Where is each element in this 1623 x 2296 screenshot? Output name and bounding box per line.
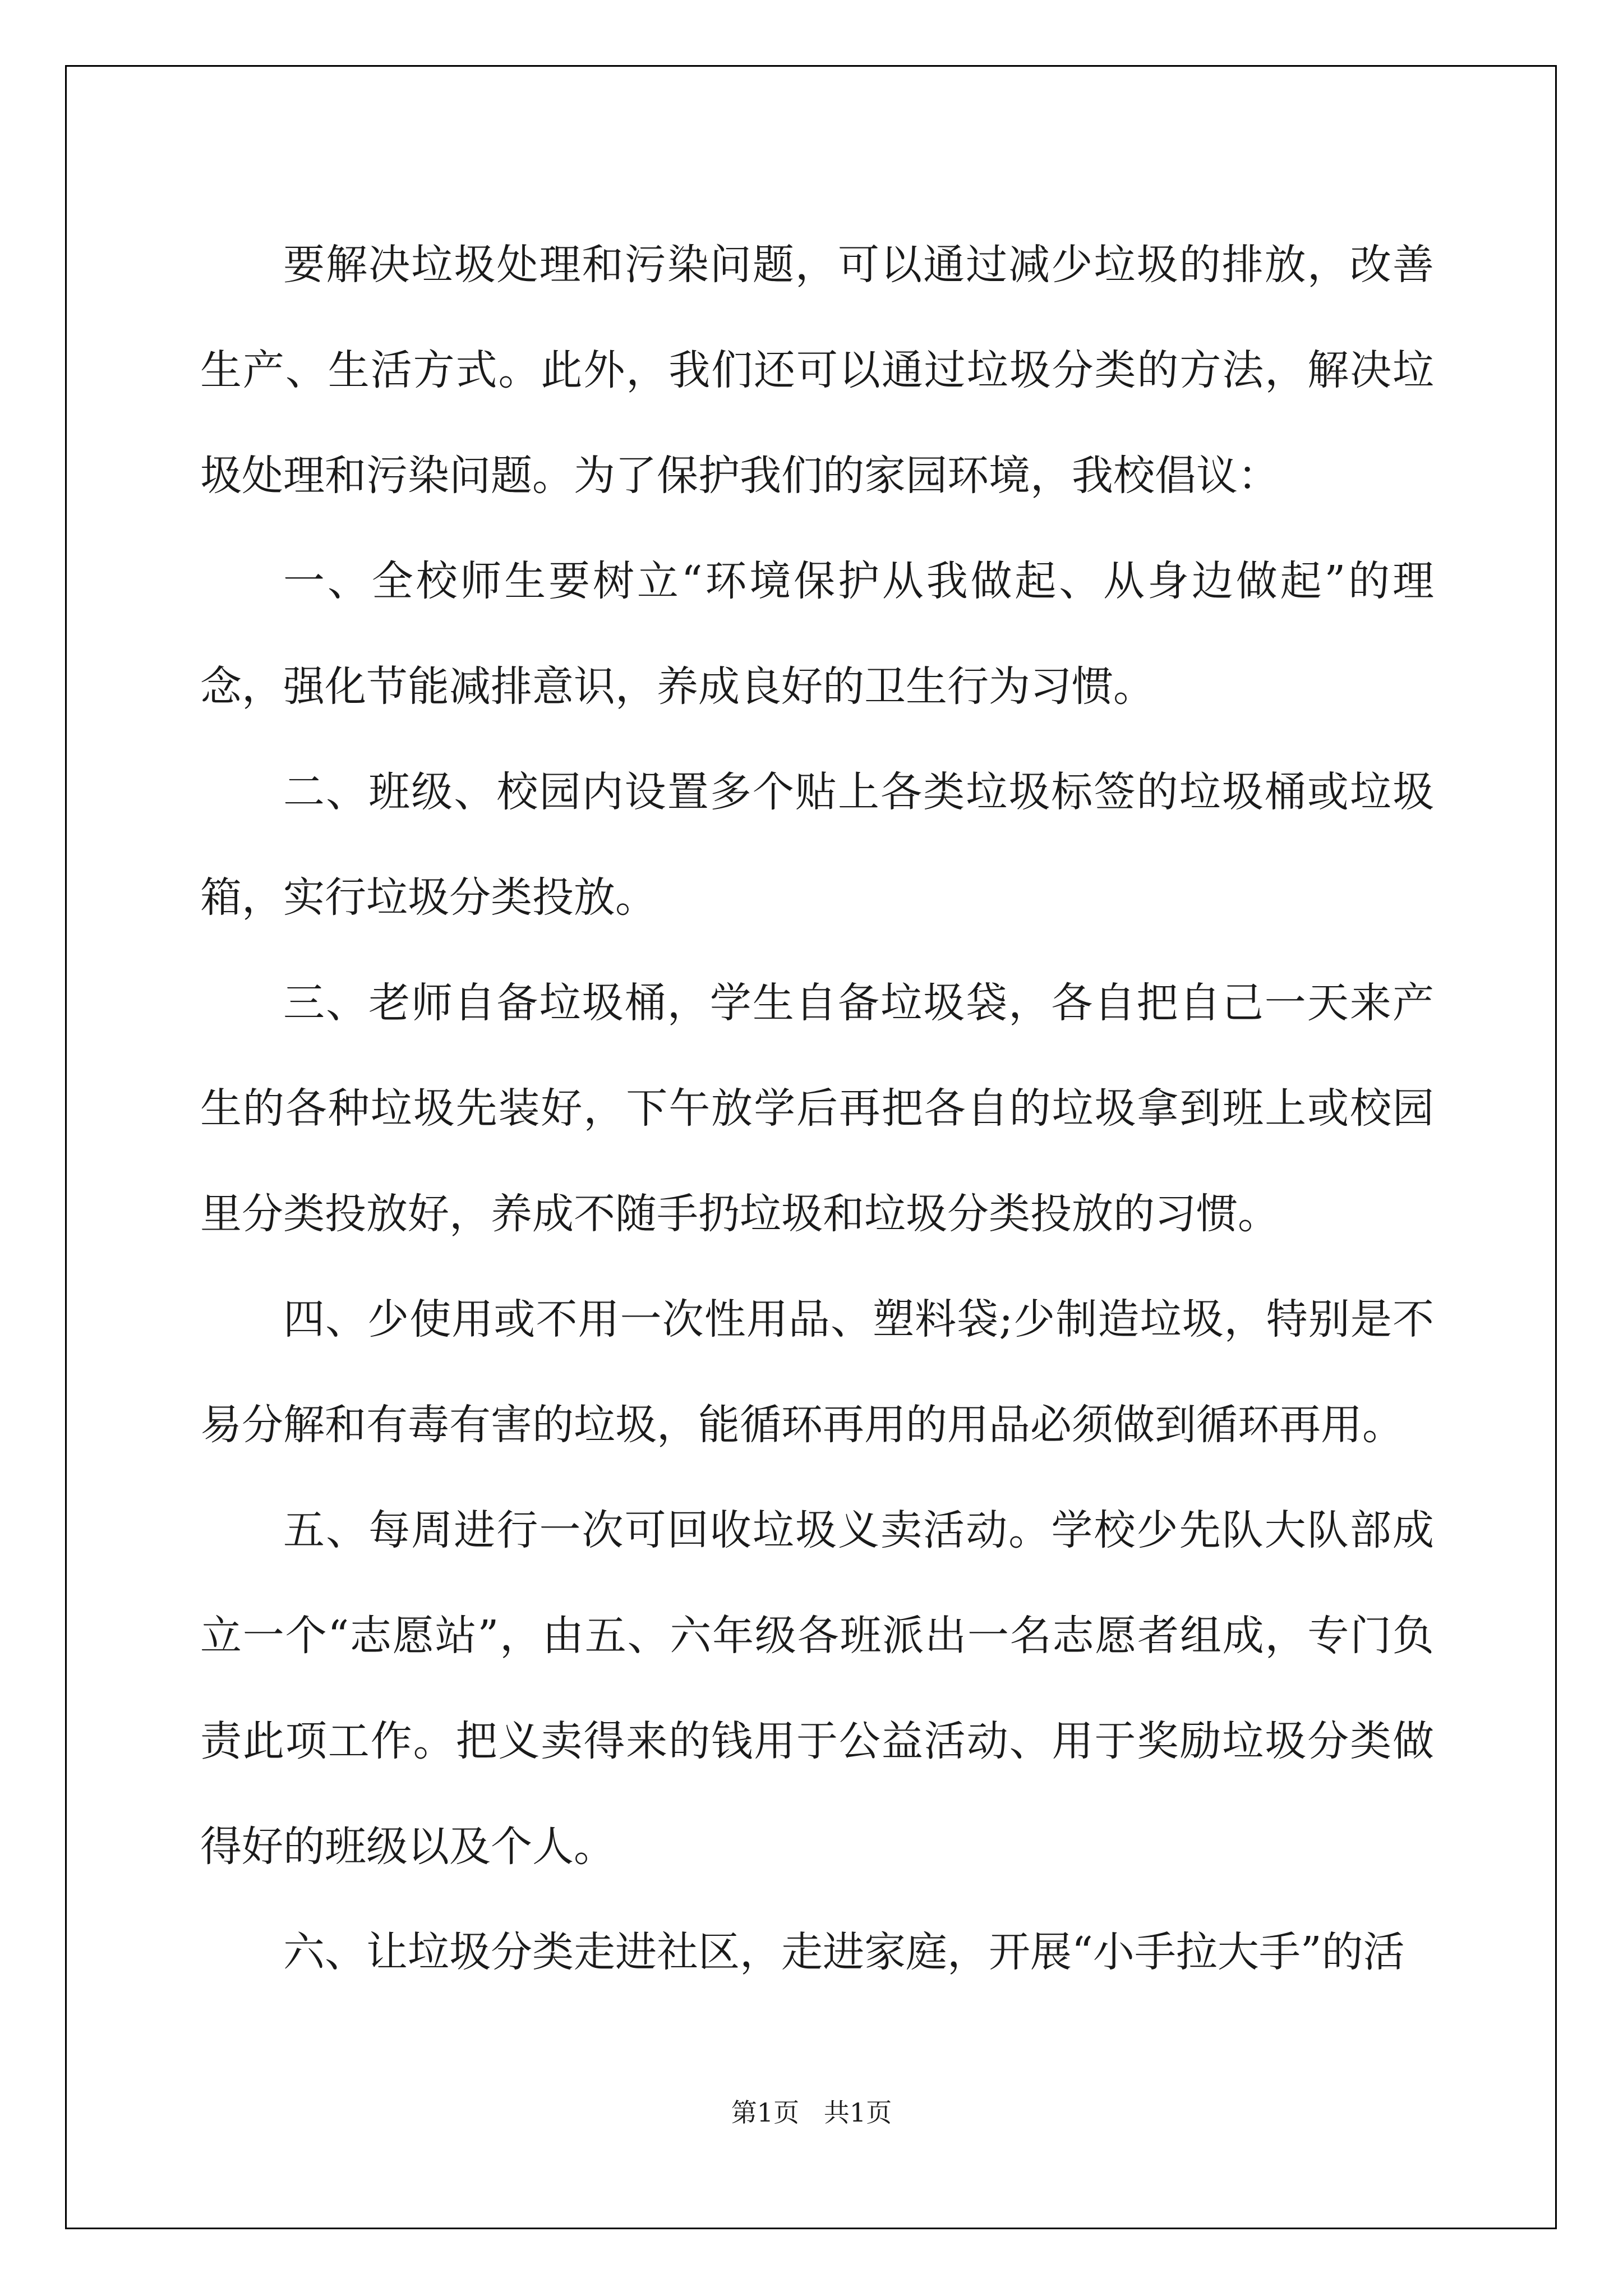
paragraph-item-2: 二、班级、校园内设置多个贴上各类垃圾标签的垃圾桶或垃圾箱，实行垃圾分类投放。 <box>200 768 1434 922</box>
page-number-footer: 第1页 共1页 <box>731 2097 892 2128</box>
paragraph-intro: 要解决垃圾处理和污染问题，可以通过减少垃圾的排放，改善生产、生活方式。此外，我们还可以通过垃圾分类的方法，解决垃圾处理和污染问题。为了保护我们的家园环境，我校倡议： <box>200 241 1434 500</box>
paragraph-item-5: 五、每周进行一次可回收垃圾义卖活动。学校少先队大队部成立一个“志愿站”，由五、六年级各班派出一名志愿者组成，专门负责此项工作。把义卖得来的钱用于公益活动、用于奖励垃圾分类做得好的班级以及个人。 <box>200 1506 1434 1871</box>
paragraph-item-1: 一、全校师生要树立“环境保护从我做起、从身边做起”的理念，强化节能减排意识，养成良好的卫生行为习惯。 <box>200 557 1434 711</box>
paragraph-item-6: 六、让垃圾分类走进社区，走进家庭，开展“小手拉大手”的活 <box>283 1928 1405 1976</box>
paragraph-item-3: 三、老师自备垃圾桶，学生自备垃圾袋，各自把自己一天来产生的各种垃圾先装好，下午放学后再把各自的垃圾拿到班上或校园里分类投放好，养成不随手扔垃圾和垃圾分类投放的习惯。 <box>200 979 1434 1238</box>
paragraph-item-4: 四、少使用或不用一次性用品、塑料袋;少制造垃圾，特别是不易分解和有毒有害的垃圾，能循环再用的用品必须做到循环再用。 <box>200 1295 1434 1449</box>
document-body <box>200 212 1434 2005</box>
